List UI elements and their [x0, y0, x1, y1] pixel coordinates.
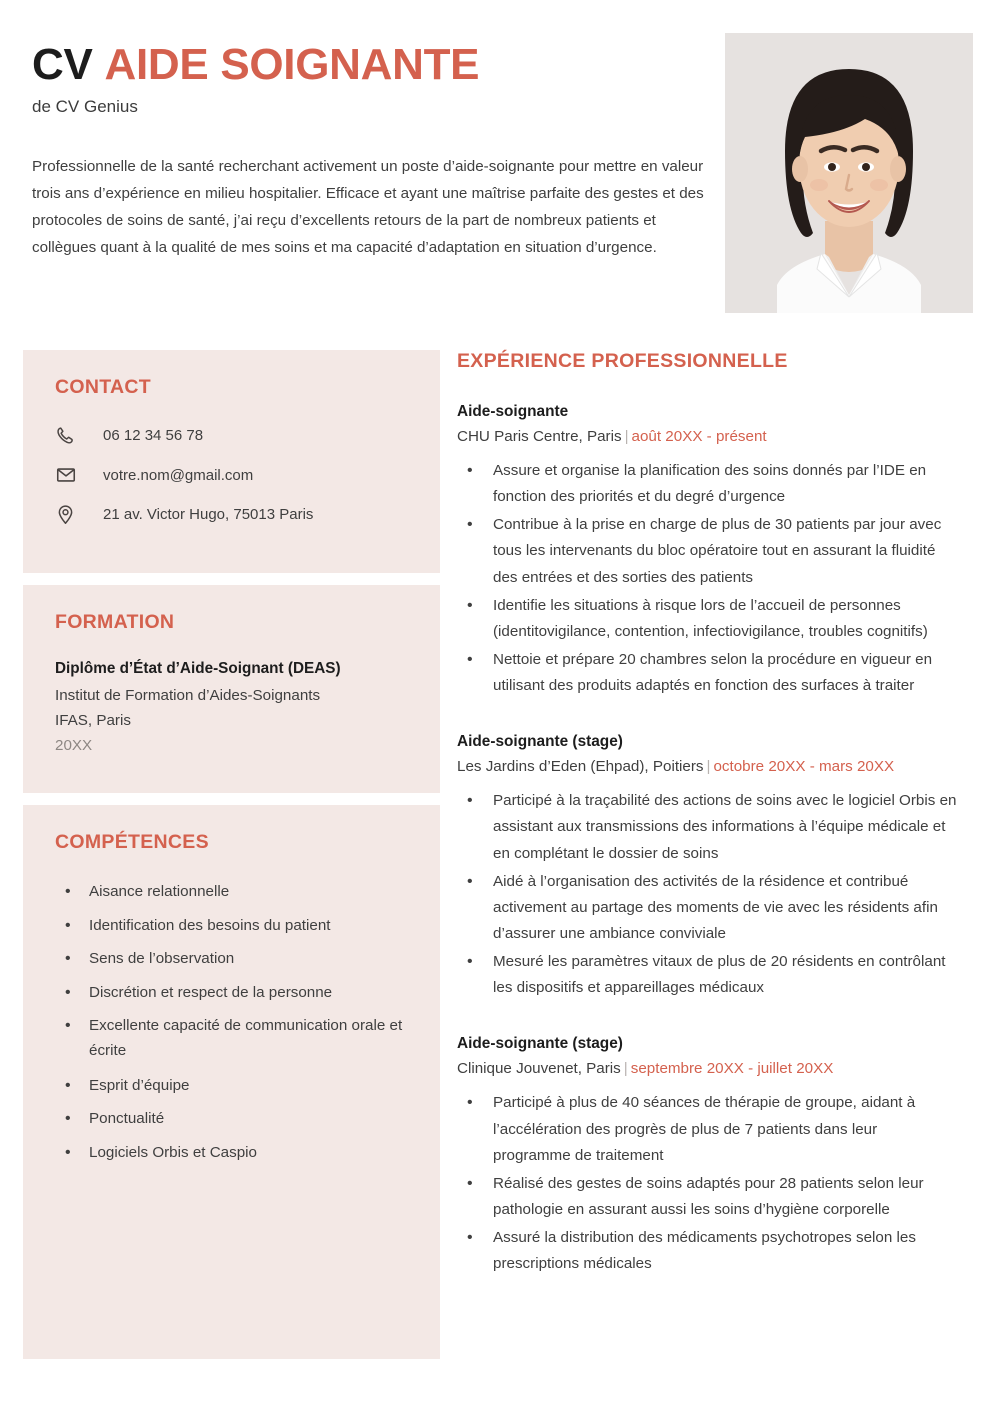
portrait-illustration [725, 33, 973, 313]
title-accent: AIDE SOIGNANTE [104, 40, 480, 89]
job-employer: Les Jardins d’Eden (Ehpad), Poitiers [457, 758, 704, 776]
envelope-icon [55, 464, 89, 486]
list-item: • Nettoie et prépare 20 chambres selon la procédure en vigueur en utilisant des produits adaptés en fonction des surfaces à traiter [457, 647, 957, 699]
list-item: • Identification des besoins du patient [55, 914, 410, 939]
job-role: Aide-soignante (stage) [457, 1035, 623, 1053]
skills-panel [23, 805, 440, 1359]
experience-entry [457, 1035, 957, 1277]
education-year: 20XX [55, 737, 93, 755]
job-role: Aide-soignante (stage) [457, 733, 623, 751]
education-panel [23, 585, 440, 793]
list-item: • Esprit d’équipe [55, 1074, 410, 1099]
contact-section-title: CONTACT [55, 376, 151, 398]
contact-item-address[interactable] [55, 504, 410, 525]
job-dates: août 20XX - présent [631, 428, 767, 445]
phone-value: 06 12 34 56 78 [103, 427, 204, 444]
address-value: 21 av. Victor Hugo, 75013 Paris [103, 506, 314, 523]
skills-list [55, 880, 410, 1166]
title-prefix: CV [32, 40, 93, 89]
list-item: • Aidé à l’organisation des activités de la résidence et contribué activement au partage des moments de vie avec les résidents afin d’assurer une ambiance conviviale [457, 869, 957, 947]
contact-item-email[interactable] [55, 464, 410, 486]
list-item: • Discrétion et respect de la personne [55, 981, 410, 1006]
education-degree: Diplôme d’État d’Aide-Soignant (DEAS) [55, 660, 341, 677]
profile-photo [725, 33, 973, 313]
job-separator: | [623, 1060, 628, 1078]
location-pin-icon [55, 504, 89, 525]
subtitle: de CV Genius [32, 97, 138, 117]
job-role: Aide-soignante [457, 403, 569, 420]
job-duties-list [457, 458, 957, 699]
education-section-title: FORMATION [55, 611, 175, 633]
list-item: • Réalisé des gestes de soins adaptés pour 28 patients selon leur pathologie en assurant aussi les soins d’hygiène corporelle [457, 1171, 957, 1223]
job-separator: | [706, 758, 711, 776]
list-item: • Ponctualité [55, 1107, 410, 1132]
list-item: • Participé à plus de 40 séances de thérapie de groupe, aidant à l’accélération des progrès de plus de 7 patients dans leur programme de traitement [457, 1090, 957, 1168]
education-location: IFAS, Paris [55, 711, 131, 729]
cv-header [0, 0, 1000, 261]
list-item: • Excellente capacité de communication orale et écrite [55, 1014, 410, 1063]
job-meta [457, 428, 957, 445]
job-dates: septembre 20XX - juillet 20XX [630, 1060, 834, 1078]
job-dates: octobre 20XX - mars 20XX [713, 758, 895, 776]
job-employer: Clinique Jouvenet, Paris [457, 1060, 621, 1078]
experience-section-title: EXPÉRIENCE PROFESSIONNELLE [457, 350, 788, 372]
profile-summary: Professionnelle de la santé recherchant activement un poste d’aide-soignante pour mettre en valeur trois ans d’expérience en milieu hospitalier. Efficace et ayant une maîtrise parfaite des gestes et des protocoles de soins de santé, j’ai reçu d’excellents retours de la part de nombreux patients et collègues quant à la qualité de mes soins et ma capacité d’adaptation en situation d’urgence. [32, 158, 704, 257]
experience-entry [457, 403, 957, 699]
contact-panel [23, 350, 440, 573]
contact-item-phone[interactable] [55, 425, 410, 446]
job-meta [457, 758, 957, 775]
list-item: • Logiciels Orbis et Caspio [55, 1141, 410, 1166]
experience-column [457, 350, 957, 1279]
list-item: • Aisance relationnelle [55, 880, 410, 905]
list-item: • Participé à la traçabilité des actions de soins avec le logiciel Orbis en assistant aux transmissions des informations à l’équipe médicale et en complétant le dossier de soins [457, 788, 957, 866]
job-duties-list [457, 1090, 957, 1277]
job-meta [457, 1060, 957, 1077]
list-item: • Assuré la distribution des médicaments psychotropes selon les prescriptions médicales [457, 1225, 957, 1277]
job-separator: | [624, 428, 629, 445]
sidebar [23, 350, 440, 1359]
experience-entry [457, 733, 957, 1001]
list-item: • Contribue à la prise en charge de plus de 30 patients par jour avec tous les intervenants du bloc opératoire tout en assurant la fluidité des entrées et des sorties des patients [457, 512, 957, 590]
email-value: votre.nom@gmail.com [103, 466, 254, 484]
list-item: • Sens de l’observation [55, 947, 410, 972]
list-item: • Identifie les situations à risque lors de l’accueil de personnes (identitovigilance, contention, infectiovigilance, troubles cognitifs) [457, 593, 957, 645]
job-employer: CHU Paris Centre, Paris [457, 428, 622, 445]
education-school: Institut de Formation d’Aides-Soignants [55, 687, 321, 704]
list-item: • Assure et organise la planification des soins donnés par l’IDE en fonction des priorités et du degré d’urgence [457, 458, 957, 510]
phone-icon [55, 425, 89, 446]
skills-section-title: COMPÉTENCES [55, 830, 209, 853]
job-duties-list [457, 788, 957, 1001]
list-item: • Mesuré les paramètres vitaux de plus de 20 résidents en contrôlant les dispositifs et appareillages médicaux [457, 949, 957, 1001]
